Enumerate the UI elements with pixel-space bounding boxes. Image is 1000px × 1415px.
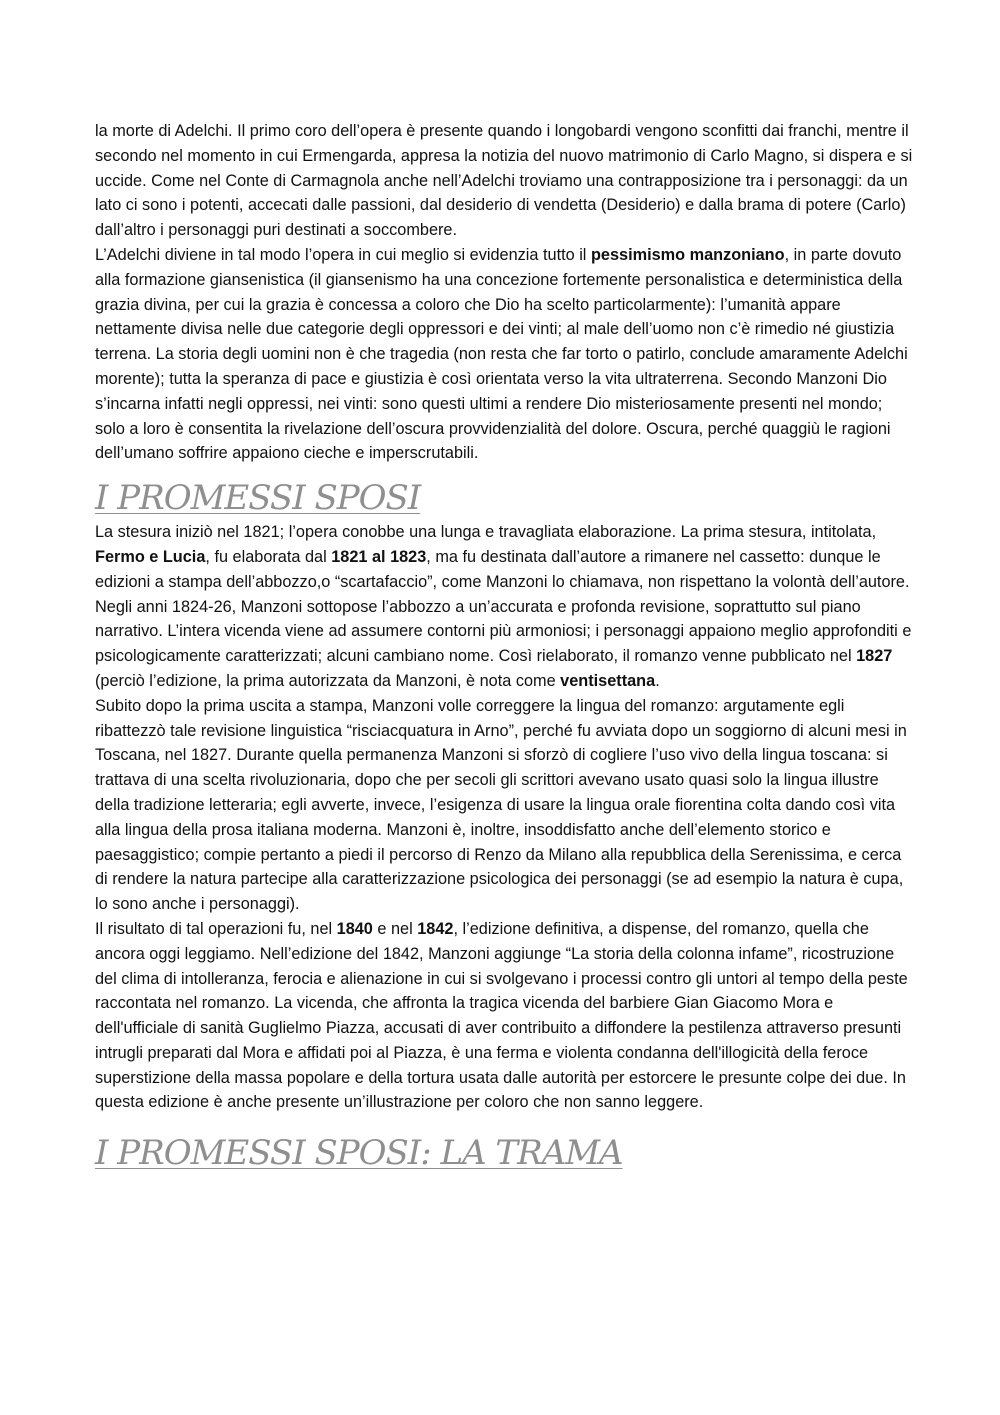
section-heading: I PROMESSI SPOSI: LA TRAMA: [95, 1133, 623, 1174]
paragraph: [95, 520, 915, 694]
text-run: La stesura iniziò nel 1821; l’opera conobbe una lunga e travagliata elaborazione. La prima stesura, intitolata,: [95, 523, 877, 542]
text-run: , fu elaborata dal: [205, 547, 332, 566]
bold-text: 1827: [856, 647, 893, 666]
paragraph: [95, 917, 915, 1115]
text-run: e nel: [372, 919, 418, 938]
bold-text: ventisettana: [560, 671, 656, 690]
text-run: , in parte dovuto alla formazione giansenistica (il giansenismo ha una concezione fortemente personalistica e deterministica della grazia divina, per cui la grazia è concessa a coloro che Dio ha scelto particolarmente): l’umanità appare nettamente divisa nelle due categorie degli oppressori e dei vinti; al male dell’uomo non c’è rimedio né giustizia terrena. La storia degli uomini non è che tragedia (non resta che far torto o patirlo, conclude amaramente Adelchi morente); tutta la speranza di pace e giustizia è così orientata verso la vita ultraterrena. Secondo Manzoni Dio s’incarna infatti negli oppressi, nei vinti: sono questi ultimi a rendere Dio misteriosamente presenti nel mondo; solo a loro è consentita la rivelazione dell’oscura provvidenzialità del dolore. Oscura, perché quaggiù le ragioni dell’umano soffrire appaiono cieche e imperscrutabili.: [95, 245, 908, 463]
paragraph: [95, 243, 915, 466]
document-page: [95, 119, 915, 1173]
paragraph: [95, 119, 915, 243]
section-heading: I PROMESSI SPOSI: [95, 478, 421, 519]
bold-text: 1821 al 1823: [331, 547, 427, 566]
bold-text: 1840: [336, 919, 373, 938]
text-run: la morte di Adelchi. Il primo coro dell’opera è presente quando i longobardi vengono sconfitti dai franchi, mentre il secondo nel momento in cui Ermengarda, appresa la notizia del nuovo matrimonio di Carlo Magno, si dispera e si uccide. Come nel Conte di Carmagnola anche nell’Adelchi troviamo una contrapposizione tra i personaggi: da un lato ci sono i potenti, accecati dalle passioni, dal desiderio di vendetta (Desiderio) e dalla brama di potere (Carlo) dall’altro i personaggi puri destinati a soccombere.: [95, 122, 913, 240]
text-run: .: [655, 671, 660, 690]
paragraph: [95, 694, 915, 917]
text-run: , l’edizione definitiva, a dispense, del romanzo, quella che ancora oggi leggiamo. Nell’edizione del 1842, Manzoni aggiunge “La storia della colonna infame”, ricostruzione del clima di intolleranza, ferocia e alienazione in cui si svolgevano i processi contro gli untori al tempo della peste raccontata nel romanzo. La vicenda, che affronta la tragica vicenda del barbiere Gian Giacomo Mora e dell'ufficiale di sanità Guglielmo Piazza, accusati di aver contribuito a diffondere la pestilenza attraverso presunti intrugli preparati dal Mora e affidati poi al Piazza, è una ferma e violenta condanna dell'illogicità della feroce superstizione della massa popolare e della tortura usata dalle autorità per estorcere le presunte colpe dei due. In questa edizione è anche presente un’illustrazione per coloro che non sanno leggere.: [95, 919, 908, 1112]
trama-section: [95, 1133, 915, 1173]
text-run: (perciò l’edizione, la prima autorizzata da Manzoni, è nota come: [95, 671, 561, 690]
bold-text: pessimismo manzoniano: [590, 245, 785, 264]
promessi-sposi-section: [95, 478, 915, 1115]
text-run: L’Adelchi diviene in tal modo l’opera in cui meglio si evidenzia tutto il: [95, 245, 591, 264]
bold-text: 1842: [417, 919, 454, 938]
text-run: Il risultato di tal operazioni fu, nel: [95, 919, 337, 938]
bold-text: Fermo e Lucia: [95, 547, 206, 566]
text-run: Subito dopo la prima uscita a stampa, Manzoni volle correggere la lingua del romanzo: argutamente egli ribattezzò tale revisione linguistica “risciacquatura in Arno”, perché fu avviata dopo un soggiorno di alcuni mesi in Toscana, nel 1827. Durante quella permanenza Manzoni si sforzò di cogliere l’uso vivo della lingua toscana: si trattava di una scelta rivoluzionaria, dopo che per secoli gli scrittori avevano usato quasi solo la lingua illustre della tradizione letteraria; egli avverte, invece, l’esigenza di usare la lingua orale fiorentina colta dando così vita alla lingua della prosa italiana moderna. Manzoni è, inoltre, insoddisfatto anche dell’elemento storico e paesaggistico; compie pertanto a piedi il percorso di Renzo da Milano alla repubblica della Serenissima, e cerca di rendere la natura partecipe alla caratterizzazione psicologica dei personaggi (se ad esempio la natura è cupa, lo sono anche i personaggi).: [95, 696, 907, 914]
text-run: , ma fu destinata dall’autore a rimanere nel cassetto: dunque le edizioni a stampa dell’abbozzo,o “scartafaccio”, come Manzoni lo chiamava, non rispettano la volontà dell’autore. Negli anni 1824-26, Manzoni sottopose l’abbozzo a un’accurata e profonda revisione, soprattutto sul piano narrativo. L’intera vicenda viene ad assumere contorni più armoniosi; i personaggi appaiono meglio approfonditi e psicologicamente caratterizzati; alcuni cambiano nome. Così rielaborato, il romanzo venne pubblicato nel: [95, 547, 912, 666]
intro-section: [95, 119, 915, 466]
